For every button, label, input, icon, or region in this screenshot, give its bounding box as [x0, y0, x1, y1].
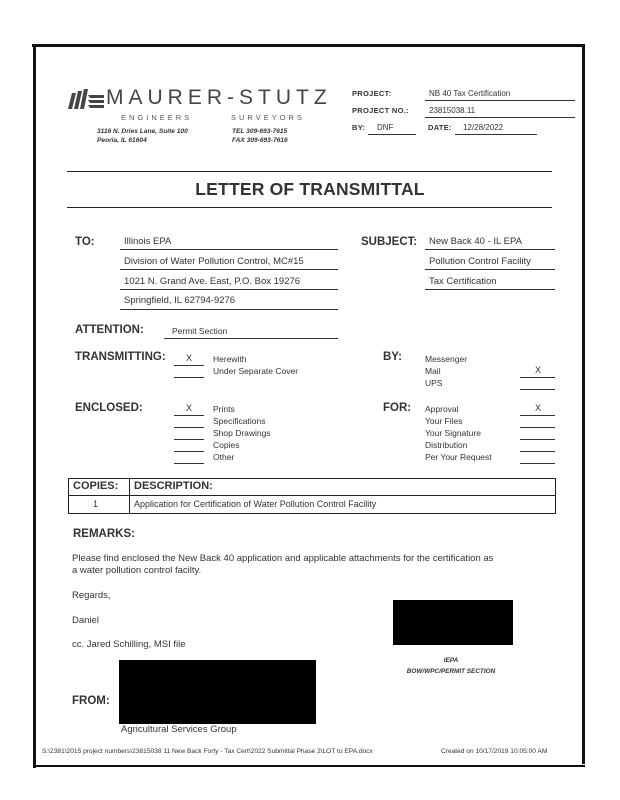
brand-name: MAURER-STUTZ [106, 86, 332, 109]
for-blank-5 [520, 463, 555, 464]
project-no-underline [425, 117, 575, 118]
to-line-2: Division of Water Pollution Control, MC#15 [124, 256, 304, 267]
project-value: NB 40 Tax Certification [429, 89, 511, 98]
project-no-label: PROJECT NO.: [352, 106, 409, 115]
from-group: Agricultural Services Group [121, 724, 237, 735]
brand-surveyors: SURVEYORS [231, 113, 305, 122]
subject-line-2: Pollution Control Facility [429, 256, 531, 267]
iepa-stamp-line1: IEPA [443, 657, 459, 664]
to-underline-1 [120, 249, 338, 250]
by-method-option-3: UPS [425, 378, 443, 388]
copies-table-divider [129, 479, 130, 513]
copies-table [68, 478, 556, 514]
enclosed-blank-4 [174, 451, 204, 452]
project-underline [425, 100, 575, 101]
transmitting-mark-1: X [185, 353, 192, 363]
subject-underline-1 [425, 249, 555, 250]
remarks-signer: Daniel [72, 615, 99, 626]
enclosed-blank-3 [174, 439, 204, 440]
attention-underline [164, 338, 338, 339]
subject-line-1: New Back 40 - IL EPA [429, 236, 522, 247]
remarks-cc: cc. Jared Schilling, MSI file [72, 639, 186, 650]
transmitting-option-1: Herewith [213, 354, 247, 364]
remarks-body-line2: a water pollution control facilty. [72, 565, 202, 576]
attention-value: Permit Section [172, 326, 228, 336]
title-rule-bottom [67, 207, 552, 208]
page-border-top [32, 44, 584, 47]
page-border-left [33, 46, 36, 768]
enclosed-option-3: Shop Drawings [213, 428, 271, 438]
fax: FAX 309-693-7616 [232, 137, 288, 144]
redacted-block-signature [393, 600, 513, 645]
remarks-body-line1: Please find enclosed the New Back 40 application and applicable attachments for the certification as [72, 553, 494, 564]
date-underline [455, 134, 537, 135]
subject-label: SUBJECT: [361, 236, 418, 248]
description-cell: Application for Certification of Water Pollution Control Facility [134, 499, 377, 509]
address-line2: Peoria, IL 61604 [97, 137, 147, 144]
page-border-bottom [33, 765, 585, 767]
subject-underline-3 [425, 289, 555, 290]
page-title: LETTER OF TRANSMITTAL [195, 179, 425, 199]
enclosed-option-1: Prints [213, 404, 235, 414]
date-value: 12/28/2022 [463, 123, 504, 132]
enclosed-option-2: Specifications [213, 416, 266, 426]
maurer-stutz-logo-icon [68, 89, 104, 109]
enclosed-blank-5 [174, 463, 204, 464]
for-label: FOR: [383, 402, 412, 414]
by-method-label: BY: [383, 351, 402, 363]
to-line-3: 1021 N. Grand Ave. East, P.O. Box 19276 [124, 276, 301, 287]
remarks-closing: Regards, [72, 590, 111, 601]
transmitting-blank-2 [174, 377, 204, 378]
enclosed-mark-1: X [185, 403, 192, 413]
transmitting-label: TRANSMITTING: [75, 351, 166, 363]
by-method-blank-2 [520, 377, 555, 378]
for-blank-2 [520, 427, 555, 428]
for-blank-3 [520, 439, 555, 440]
project-no-value: 23815038.11 [429, 106, 476, 115]
enclosed-label: ENCLOSED: [75, 402, 143, 414]
enclosed-blank-1 [174, 415, 204, 416]
transmitting-option-2: Under Separate Cover [213, 366, 299, 376]
transmitting-blank-1 [174, 365, 204, 366]
to-underline-4 [120, 309, 338, 310]
copies-cell: 1 [93, 499, 99, 509]
by-value: DNF [377, 123, 394, 132]
enclosed-option-4: Copies [213, 440, 240, 450]
remarks-label: REMARKS: [73, 528, 135, 540]
by-method-blank-3 [520, 389, 555, 390]
by-method-mark-2: X [534, 365, 541, 375]
for-blank-1 [520, 415, 555, 416]
iepa-stamp-line2: BOW/WPC/PERMIT SECTION [406, 668, 496, 675]
brand-engineers: ENGINEERS [121, 113, 193, 122]
description-header: DESCRIPTION: [134, 480, 213, 492]
for-option-3: Your Signature [425, 428, 481, 438]
date-label: DATE: [428, 123, 452, 132]
for-option-5: Per Your Request [425, 452, 492, 462]
telephone: TEL 309-693-7615 [232, 128, 288, 135]
to-underline-2 [120, 269, 338, 270]
enclosed-blank-2 [174, 427, 204, 428]
to-label: TO: [75, 236, 95, 248]
footer-created: Created on 10/17/2019 10:05:00 AM [441, 748, 548, 755]
footer-file-path: S:\2381\2015 project numbers\23815038 11 New Back Forty - Tax Cert\2022 Submittal Phase 2\LOT to EPA.docx [42, 748, 373, 755]
project-label: PROJECT: [352, 89, 392, 98]
enclosed-option-5: Other [213, 452, 235, 462]
address-line1: 3116 N. Dries Lane, Suite 100 [97, 128, 188, 135]
for-mark-1: X [534, 403, 541, 413]
subject-line-3: Tax Certification [429, 276, 497, 287]
copies-header: COPIES: [73, 480, 119, 492]
page-border-right [582, 44, 585, 764]
to-line-4: Springfield, IL 62794-9276 [124, 295, 236, 306]
to-underline-3 [120, 289, 338, 290]
for-option-4: Distribution [425, 440, 468, 450]
title-rule-top [67, 171, 552, 172]
by-label: BY: [352, 123, 366, 132]
by-underline [368, 134, 416, 135]
for-option-1: Approval [425, 404, 459, 414]
to-line-1: Illinois EPA [124, 236, 172, 247]
for-blank-4 [520, 451, 555, 452]
redacted-block-from [119, 660, 316, 724]
subject-underline-2 [425, 269, 555, 270]
for-option-2: Your Files [425, 416, 463, 426]
from-label: FROM: [72, 695, 110, 707]
by-method-option-2: Mail [425, 366, 441, 376]
attention-label: ATTENTION: [75, 324, 144, 336]
by-method-option-1: Messenger [425, 354, 468, 364]
